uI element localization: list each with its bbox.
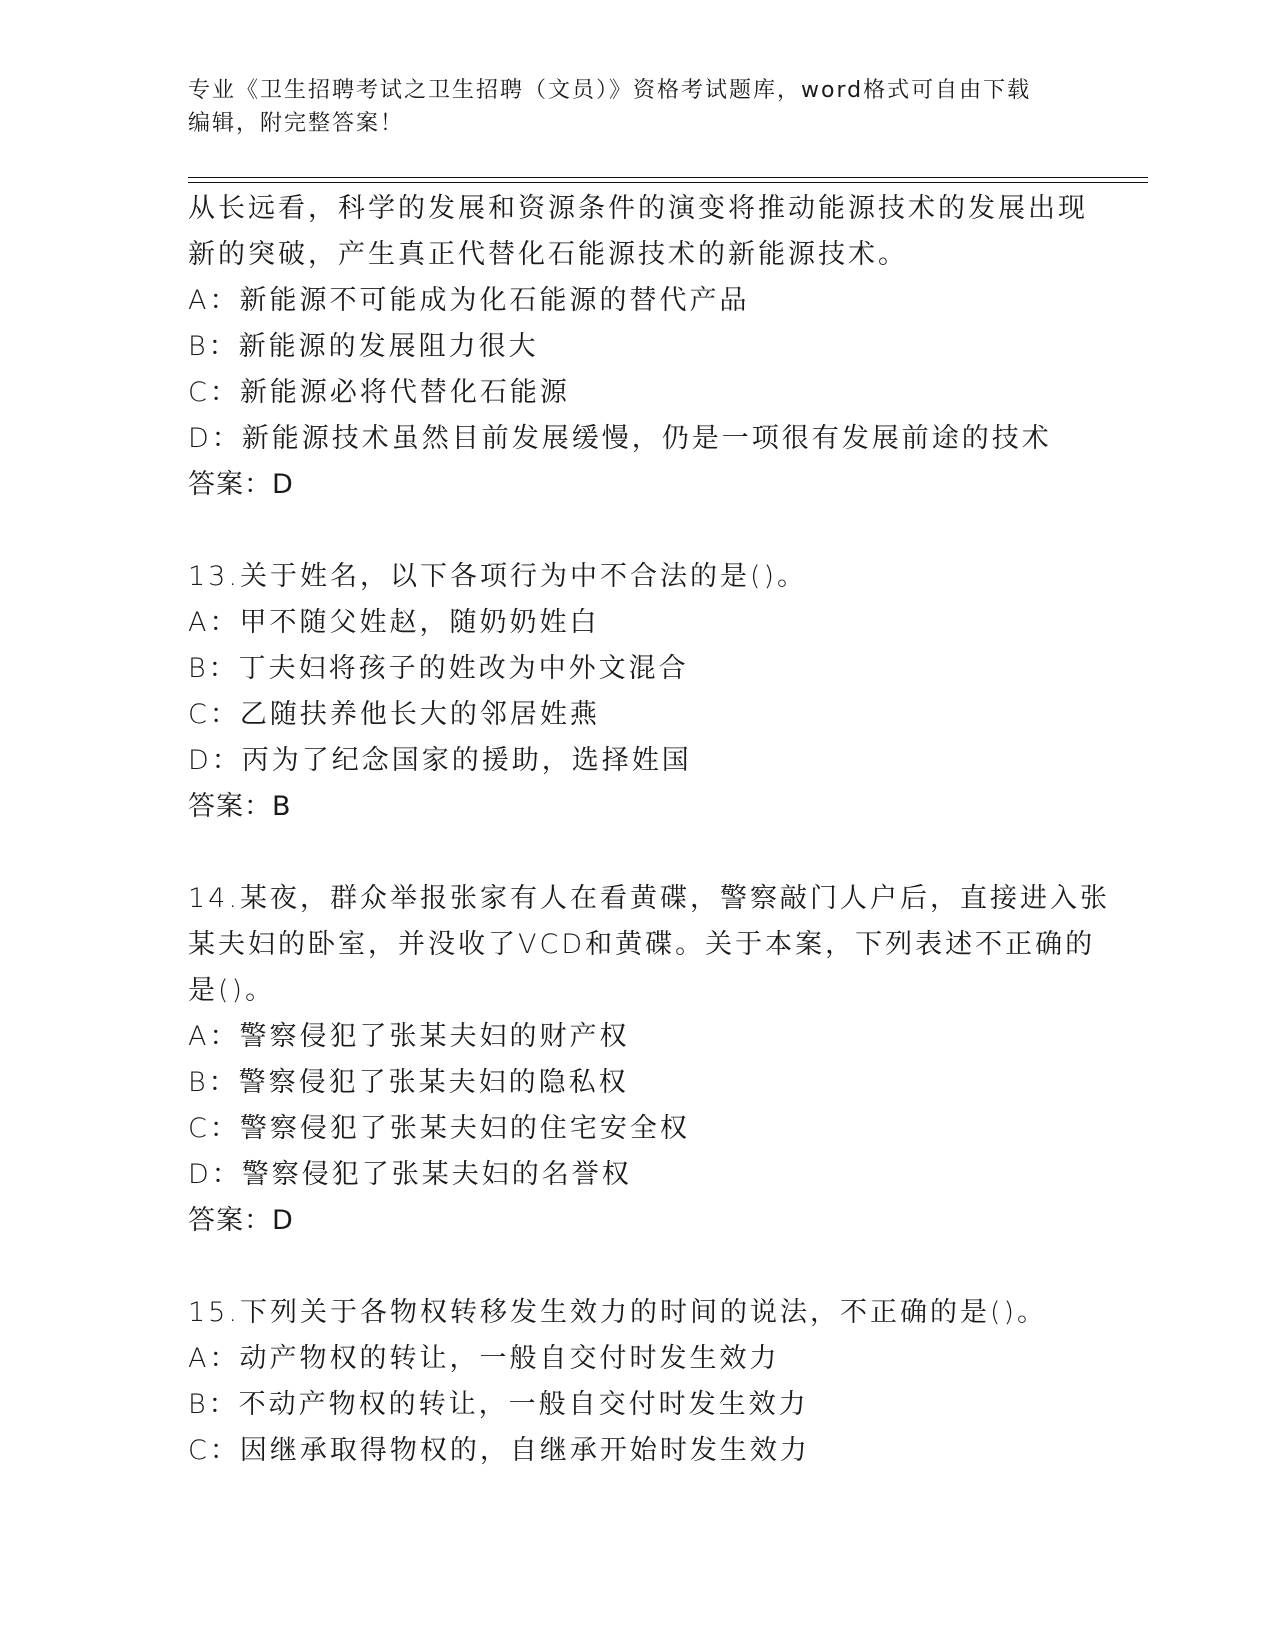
- spacer: [188, 508, 1188, 554]
- question-14: [188, 876, 1188, 1244]
- header-rule-top: [188, 177, 1148, 178]
- question-stem-line: 14.某夜，群众举报张家有人在看黄碟，警察敲门人户后，直接进入张: [188, 883, 1110, 914]
- question-stem: 13.关于姓名，以下各项行为中不合法的是()。: [188, 561, 808, 592]
- option-b: B：不动产物权的转让，一般自交付时发生效力: [188, 1389, 809, 1420]
- question-stem-line: 某夫妇的卧室，并没收了VCD和黄碟。关于本案，下列表述不正确的: [188, 929, 1096, 960]
- answer-line: 答案：D: [188, 469, 294, 500]
- option-b: B：警察侵犯了张某夫妇的隐私权: [188, 1067, 629, 1098]
- answer-line: 答案：B: [188, 791, 292, 822]
- option-a: A：新能源不可能成为化石能源的替代产品: [188, 285, 750, 316]
- option-a: A：动产物权的转让，一般自交付时发生效力: [188, 1343, 780, 1374]
- option-c: C：乙随扶养他长大的邻居姓燕: [188, 699, 600, 730]
- option-a: A：警察侵犯了张某夫妇的财产权: [188, 1021, 630, 1052]
- answer-line: 答案：D: [188, 1205, 294, 1236]
- option-a: A：甲不随父姓赵，随奶奶姓白: [188, 607, 600, 638]
- option-d: D：丙为了纪念国家的援助，选择姓国: [188, 745, 692, 776]
- question-15: [188, 1290, 1188, 1474]
- page-header: [188, 74, 1088, 140]
- header-line-2: 编辑，附完整答案！: [188, 111, 405, 136]
- option-d: D：新能源技术虽然目前发展缓慢，仍是一项很有发展前途的技术: [188, 423, 1052, 454]
- header-rule-bottom: [188, 182, 1148, 183]
- question-13: [188, 554, 1188, 830]
- option-b: B：新能源的发展阻力很大: [188, 331, 539, 362]
- option-b: B：丁夫妇将孩子的姓改为中外文混合: [188, 653, 689, 684]
- option-c: C：新能源必将代替化石能源: [188, 377, 570, 408]
- document-body: [188, 186, 1188, 1474]
- question-stem-line: 是()。: [188, 975, 276, 1006]
- option-c: C：警察侵犯了张某夫妇的住宅安全权: [188, 1113, 690, 1144]
- question-12: [188, 186, 1188, 508]
- question-stem-line: 新的突破，产生真正代替化石能源技术的新能源技术。: [188, 239, 908, 270]
- question-stem: 15.下列关于各物权转移发生效力的时间的说法，不正确的是()。: [188, 1297, 1048, 1328]
- spacer: [188, 830, 1188, 876]
- header-line-1: 专业《卫生招聘考试之卫生招聘（文员）》资格考试题库，word格式可自由下载: [188, 78, 1032, 103]
- option-c: C：因继承取得物权的，自继承开始时发生效力: [188, 1435, 810, 1466]
- question-stem-line: 从长远看，科学的发展和资源条件的演变将推动能源技术的发展出现: [188, 193, 1088, 224]
- option-d: D：警察侵犯了张某夫妇的名誉权: [188, 1159, 632, 1190]
- spacer: [188, 1244, 1188, 1290]
